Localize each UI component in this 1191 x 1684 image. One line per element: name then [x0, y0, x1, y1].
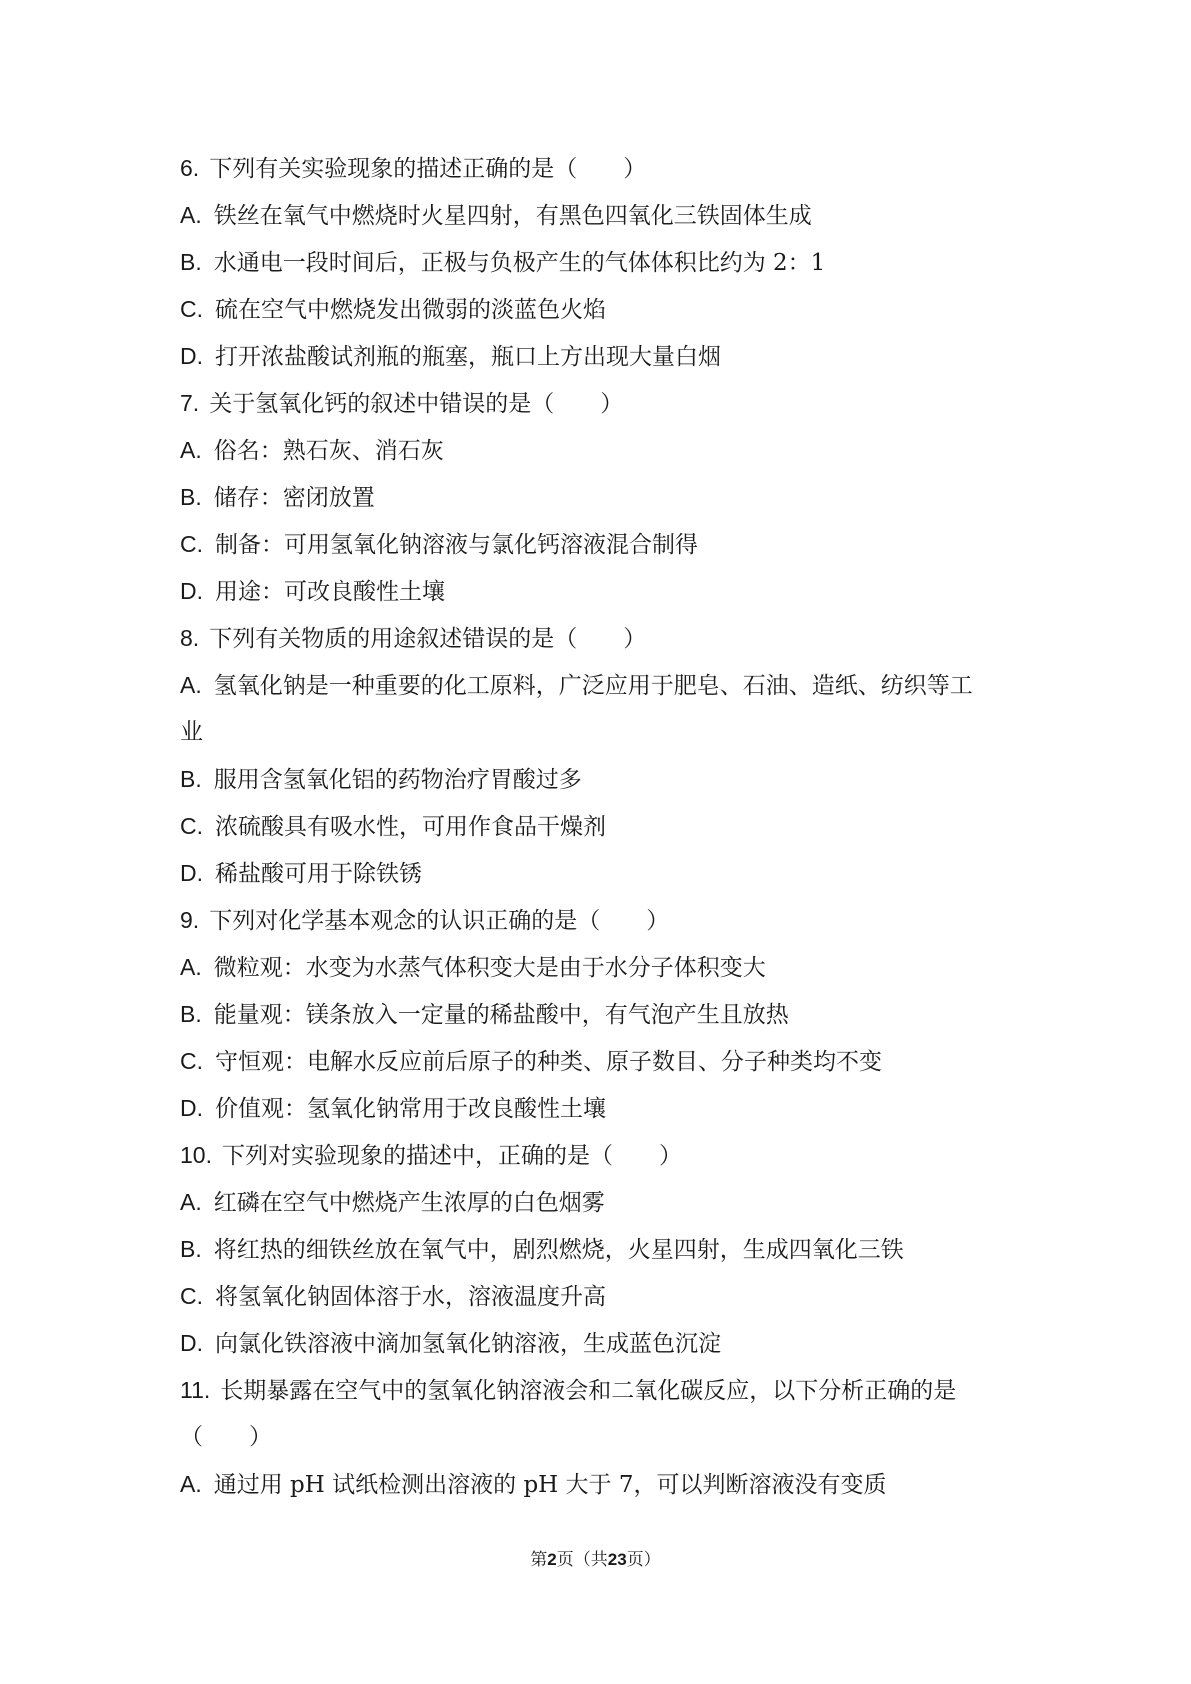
option — [180, 991, 1020, 1038]
question-stem — [180, 1367, 1020, 1414]
question-text-cont: （ ） — [180, 1424, 272, 1450]
question-number: 7. — [180, 390, 200, 416]
option-tag: D. — [180, 860, 203, 886]
option-text: 通过用 pH 试纸检测出溶液的 pH 大于 7，可以判断溶液没有变质 — [213, 1472, 887, 1498]
question-list — [180, 145, 1020, 1508]
option-tag: A. — [180, 437, 202, 463]
option — [180, 1273, 1020, 1320]
option-tag: B. — [180, 484, 202, 510]
option-tag: A. — [180, 1471, 202, 1497]
option-text: 向氯化铁溶液中滴加氢氧化钠溶液，生成蓝色沉淀 — [215, 1331, 721, 1357]
option-tag: B. — [180, 766, 202, 792]
option — [180, 1320, 1020, 1367]
option-text: 俗名：熟石灰、消石灰 — [213, 438, 444, 464]
option-tag: C. — [180, 531, 203, 557]
option-text: 储存：密闭放置 — [213, 485, 375, 511]
option-text: 稀盐酸可用于除铁锈 — [215, 861, 422, 887]
option — [180, 568, 1020, 615]
option — [180, 756, 1020, 803]
option-text: 守恒观：电解水反应前后原子的种类、原子数目、分子种类均不变 — [215, 1049, 882, 1075]
question-text: 下列对化学基本观念的认识正确的是（ ） — [209, 908, 670, 934]
option-text: 制备：可用氢氧化钠溶液与氯化钙溶液混合制得 — [215, 532, 698, 558]
question-stem — [180, 380, 1020, 427]
option-text: 红磷在空气中燃烧产生浓厚的白色烟雾 — [213, 1190, 605, 1216]
question-text: 下列有关实验现象的描述正确的是（ ） — [209, 156, 647, 182]
option-tag: B. — [180, 249, 202, 275]
option-tag: A. — [180, 954, 202, 980]
footer-middle: 页（共 — [556, 1550, 608, 1570]
option — [180, 286, 1020, 333]
footer-page-number: 2 — [547, 1550, 557, 1569]
option-text: 打开浓盐酸试剂瓶的瓶塞，瓶口上方出现大量白烟 — [215, 344, 721, 370]
question-text: 下列有关物质的用途叙述错误的是（ ） — [209, 626, 647, 652]
option-continuation — [180, 709, 1020, 756]
question-number: 9. — [180, 907, 200, 933]
option — [180, 803, 1020, 850]
option — [180, 474, 1020, 521]
option — [180, 192, 1020, 239]
option-tag: C. — [180, 813, 203, 839]
option — [180, 1461, 1020, 1508]
question-stem — [180, 1132, 1020, 1179]
option — [180, 427, 1020, 474]
option-text: 用途：可改良酸性土壤 — [215, 579, 445, 605]
footer-prefix: 第 — [530, 1550, 548, 1570]
question-stem — [180, 145, 1020, 192]
option-tag: A. — [180, 202, 202, 228]
footer-total-pages: 23 — [607, 1550, 627, 1569]
option-text: 价值观：氢氧化钠常用于改良酸性土壤 — [215, 1096, 606, 1122]
option — [180, 1226, 1020, 1273]
option — [180, 944, 1020, 991]
option — [180, 333, 1020, 380]
option-tag: D. — [180, 578, 203, 604]
option-text: 能量观：镁条放入一定量的稀盐酸中，有气泡产生且放热 — [213, 1002, 789, 1028]
option-text: 硫在空气中燃烧发出微弱的淡蓝色火焰 — [215, 297, 606, 323]
option-tag: D. — [180, 1095, 203, 1121]
option — [180, 1179, 1020, 1226]
option-tag: A. — [180, 672, 202, 698]
option-text: 铁丝在氧气中燃烧时火星四射，有黑色四氧化三铁固体生成 — [213, 203, 812, 229]
option — [180, 521, 1020, 568]
option-tag: C. — [180, 296, 203, 322]
option-tag: C. — [180, 1283, 203, 1309]
option-text: 服用含氢氧化铝的药物治疗胃酸过多 — [213, 767, 582, 793]
option — [180, 662, 1020, 709]
option-text: 氢氧化钠是一种重要的化工原料，广泛应用于肥皂、石油、造纸、纺织等工 — [213, 673, 973, 699]
question-text: 长期暴露在空气中的氢氧化钠溶液会和二氧化碳反应，以下分析正确的是 — [220, 1378, 957, 1404]
question-text: 下列对实验现象的描述中，正确的是（ ） — [221, 1143, 682, 1169]
footer-suffix: 页） — [626, 1550, 661, 1570]
question-stem — [180, 615, 1020, 662]
option-text: 将红热的细铁丝放在氧气中，剧烈燃烧，火星四射，生成四氧化三铁 — [213, 1237, 904, 1263]
question-stem-continuation — [180, 1414, 1020, 1461]
option-text: 浓硫酸具有吸水性，可用作食品干燥剂 — [215, 814, 606, 840]
question-text: 关于氢氧化钙的叙述中错误的是（ ） — [209, 391, 624, 417]
page-footer — [0, 1545, 1191, 1570]
option-tag: B. — [180, 1236, 202, 1262]
option-tag: D. — [180, 1330, 203, 1356]
option-text-cont: 业 — [180, 719, 203, 745]
option-tag: D. — [180, 343, 203, 369]
option — [180, 1085, 1020, 1132]
option — [180, 239, 1020, 286]
option — [180, 1038, 1020, 1085]
question-number: 8. — [180, 625, 200, 651]
option-tag: A. — [180, 1189, 202, 1215]
question-number: 11. — [180, 1377, 211, 1403]
option — [180, 850, 1020, 897]
question-number: 10. — [180, 1142, 212, 1168]
option-tag: B. — [180, 1001, 202, 1027]
option-text: 水通电一段时间后，正极与负极产生的气体体积比约为 2：1 — [213, 250, 826, 276]
option-text: 将氢氧化钠固体溶于水，溶液温度升高 — [215, 1284, 606, 1310]
question-stem — [180, 897, 1020, 944]
option-text: 微粒观：水变为水蒸气体积变大是由于水分子体积变大 — [213, 955, 766, 981]
option-tag: C. — [180, 1048, 203, 1074]
question-number: 6. — [180, 155, 200, 181]
